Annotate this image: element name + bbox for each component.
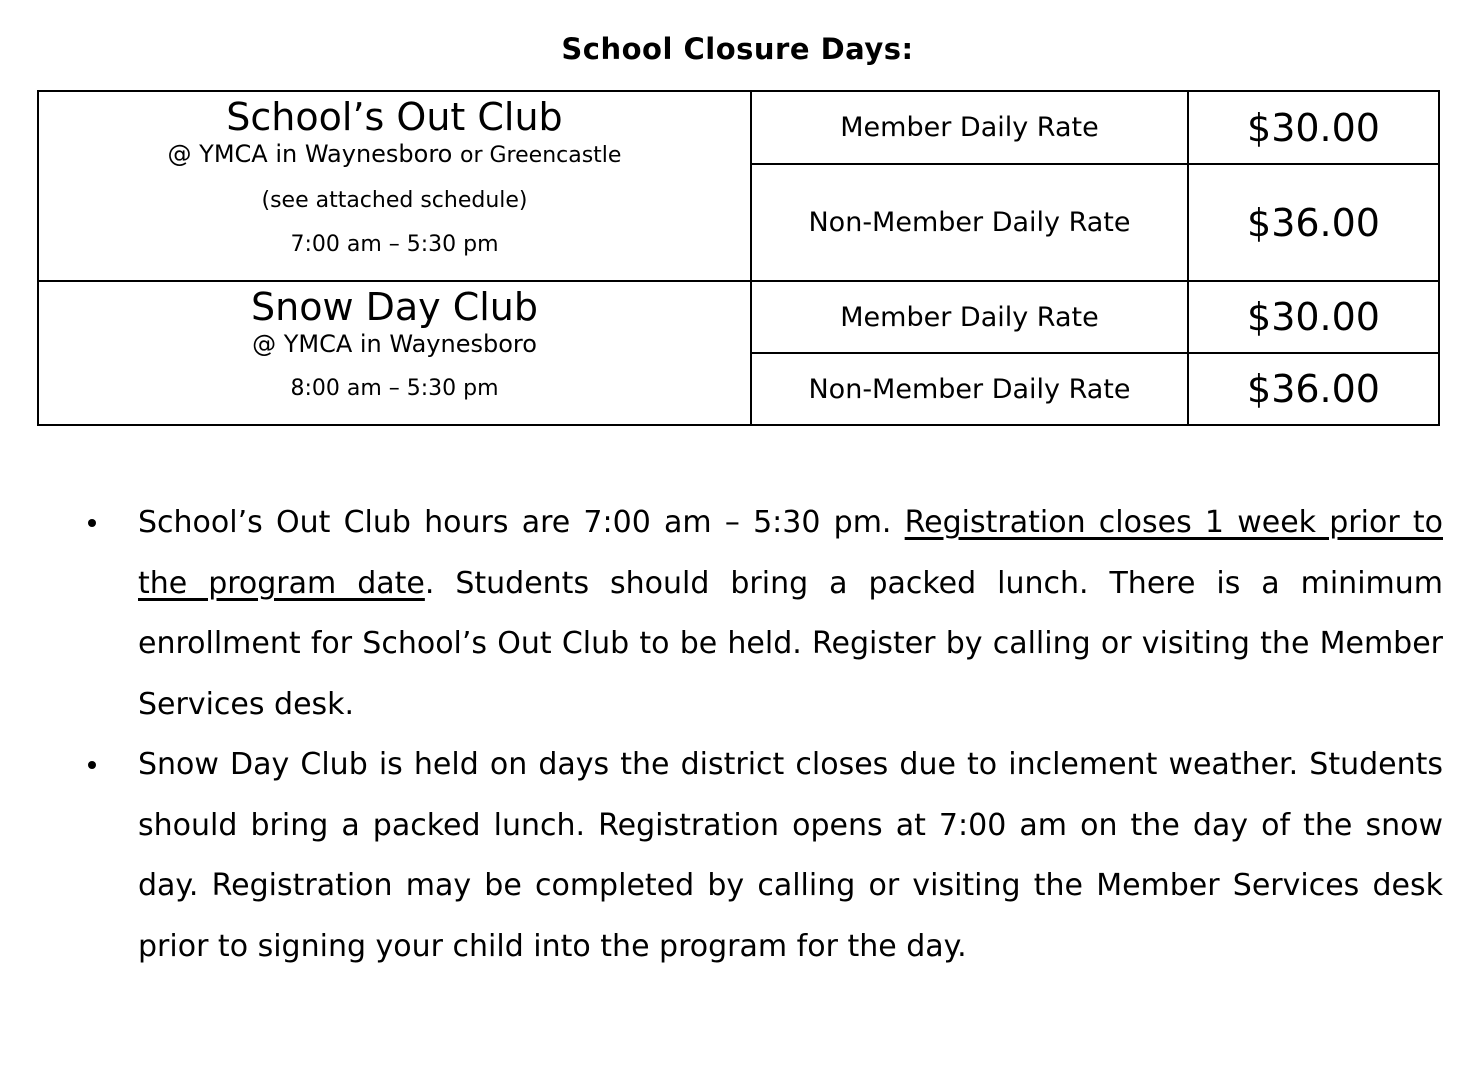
table-row — [38, 91, 1439, 164]
program-location-alt: or Greencastle — [460, 143, 622, 168]
rates-table — [37, 90, 1440, 426]
program-cell — [38, 281, 751, 425]
table-row — [38, 281, 1439, 353]
rate-label: Member Daily Rate — [751, 91, 1188, 164]
program-name: School’s Out Club — [226, 95, 563, 139]
bullet-icon — [88, 761, 96, 769]
program-location: @ YMCA in Waynesboro — [252, 330, 537, 358]
info-list — [88, 493, 1443, 977]
bullet-icon — [88, 519, 96, 527]
rate-price: $36.00 — [1188, 164, 1439, 281]
program-hours: 8:00 am – 5:30 pm — [290, 376, 499, 401]
registration-deadline-text: Registration closes 1 week prior to the program date — [138, 505, 1443, 601]
page-title: School Closure Days: — [561, 32, 914, 66]
program-cell — [38, 91, 751, 281]
program-name: Snow Day Club — [250, 285, 539, 329]
rate-label: Member Daily Rate — [751, 281, 1188, 353]
program-location: @ YMCA in Waynesboro or Greencastle — [167, 140, 622, 168]
program-hours: 7:00 am – 5:30 pm — [290, 232, 499, 257]
list-item: Snow Day Club is held on days the district closes due to inclement weather. Students should bring a packed lunch. Registration opens at 7:00 am on the day of the snow day. Registration may be completed by calling or visiting the Member Services desk prior to signing your child into the program for the day. — [88, 735, 1443, 977]
rate-price: $36.00 — [1188, 353, 1439, 425]
rate-label: Non-Member Daily Rate — [751, 164, 1188, 281]
rate-label: Non-Member Daily Rate — [751, 353, 1188, 425]
rate-price: $30.00 — [1188, 91, 1439, 164]
list-item: School’s Out Club hours are 7:00 am – 5:30 pm. Registration closes 1 week prior to the program date. Students should bring a packed lunch. There is a minimum enrollment for School’s Out Club to be held. Register by calling or visiting the Member Services desk. — [88, 493, 1443, 735]
program-note: (see attached schedule) — [261, 188, 528, 213]
rate-price: $30.00 — [1188, 281, 1439, 353]
